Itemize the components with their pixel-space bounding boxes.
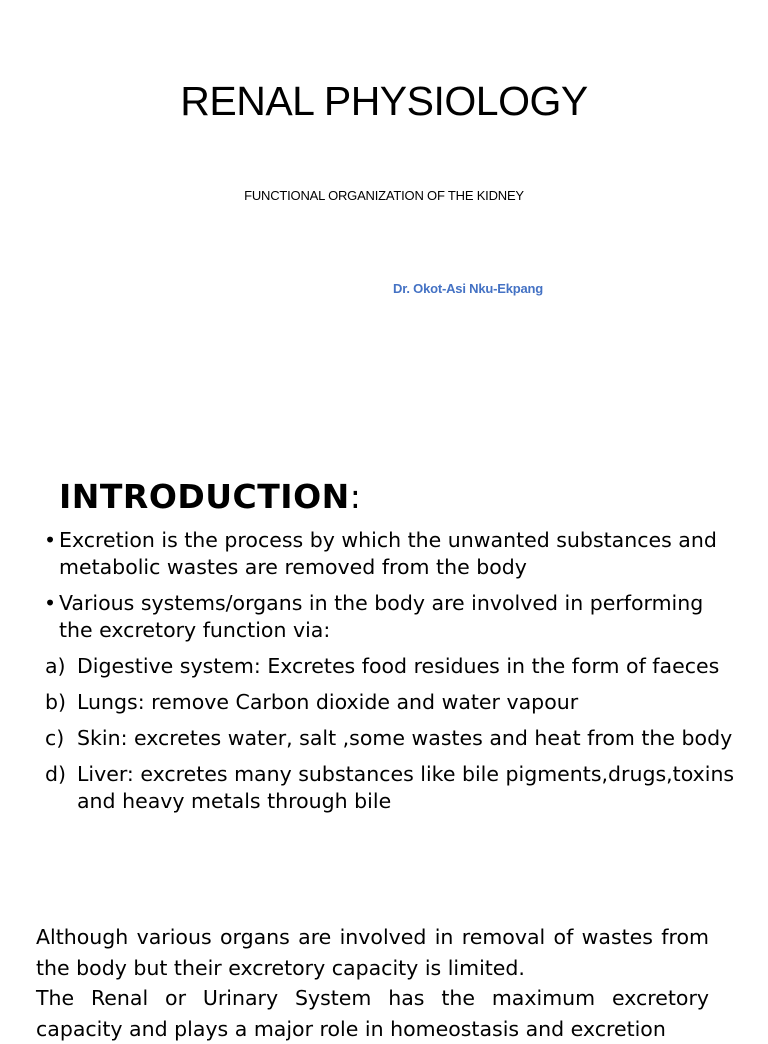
bullet-text: Various systems/organs in the body are involved in performing the excretory function via: xyxy=(59,591,704,642)
introduction-heading-text: INTRODUCTION xyxy=(59,477,350,516)
bullet-icon: • xyxy=(44,591,57,615)
list-marker: b) xyxy=(45,690,67,714)
list-marker: a) xyxy=(45,654,66,678)
list-item xyxy=(40,653,740,680)
list-item-text: Skin: excretes water, salt ,some wastes and heat from the body xyxy=(77,726,733,750)
paragraph-renal-system: The Renal or Urinary System has the maximum excretory capacity and plays a major role in homeostasis and excretion xyxy=(36,986,709,1041)
list-item-text: Lungs: remove Carbon dioxide and water vapour xyxy=(77,690,579,714)
bullet-item xyxy=(40,527,740,581)
slide-subtitle: FUNCTIONAL ORGANIZATION OF THE KIDNEY xyxy=(244,188,524,203)
list-item-text: Liver: excretes many substances like bile pigments,drugs,toxins and heavy metals through bile xyxy=(77,762,735,813)
body-text xyxy=(36,922,709,1044)
bullet-item xyxy=(40,590,740,644)
title-slide xyxy=(0,0,768,450)
list-item xyxy=(40,761,740,815)
list-item xyxy=(40,725,740,752)
paragraph-limited-capacity: Although various organs are involved in removal of wastes from the body but their excretory capacity is limited. xyxy=(36,925,709,980)
list-marker: d) xyxy=(45,762,67,786)
bullet-text: Excretion is the process by which the unwanted substances and metabolic wastes are removed from the body xyxy=(59,528,717,579)
list-marker: c) xyxy=(45,726,65,750)
list-item-text: Digestive system: Excretes food residues in the form of faeces xyxy=(77,654,720,678)
list-item xyxy=(40,689,740,716)
introduction-content xyxy=(40,527,740,824)
introduction-heading-colon: : xyxy=(349,477,362,516)
bullet-icon: • xyxy=(44,528,57,552)
introduction-slide xyxy=(0,450,768,880)
excretion-slide xyxy=(0,880,768,1041)
introduction-heading xyxy=(59,476,361,518)
slide-title: RENAL PHYSIOLOGY xyxy=(180,78,588,124)
author-name: Dr. Okot-Asi Nku-Ekpang xyxy=(393,281,543,296)
